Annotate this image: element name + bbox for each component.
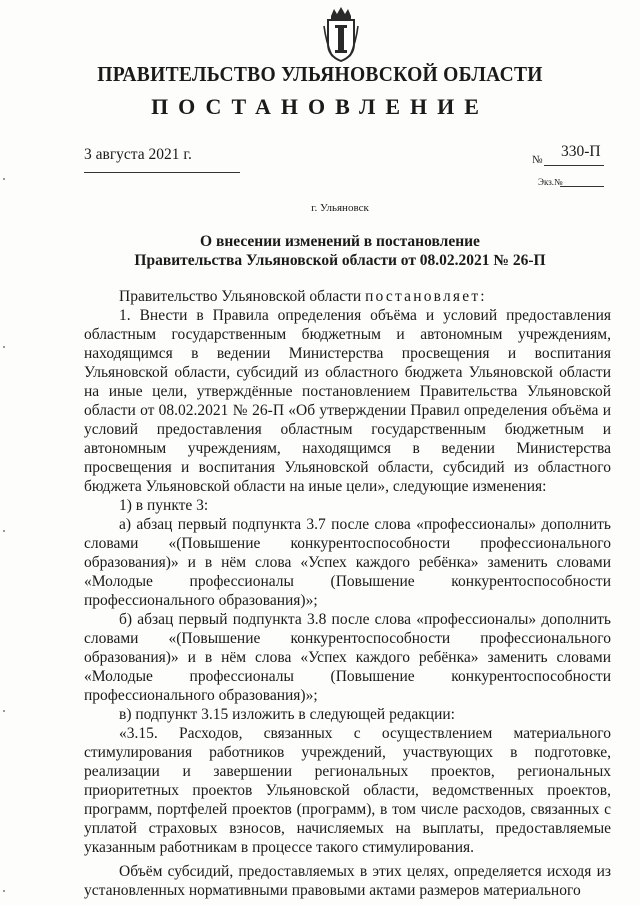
scan-dot <box>3 346 5 348</box>
document-date: 3 августа 2021 г. <box>84 146 192 163</box>
number-underline <box>544 165 604 166</box>
intro-decree-word: постановляет: <box>365 288 487 305</box>
scan-dot <box>3 890 5 892</box>
paragraph-2: 1) в пункте 3: <box>119 497 209 514</box>
paragraph-6: «3.15. Расходов, связанных с осуществлением материального стимулирования работников учреждений, участвующих в подготовке, реализации и завершении региональных проектов, региональных приоритетных проектов Ульяновской области, ведомственных проектов, программ, портфелей проектов (программ), в том числе расходов, связанных с уплатой страховых взносов, начисляемых на выплаты, предоставляемые указанным работникам в процессе такого стимулирования. <box>84 725 611 856</box>
intro-text: Правительство Ульяновской области <box>119 288 366 305</box>
title-line-2: Правительства Ульяновской области от 08.02.2021 № 26-П <box>134 252 546 269</box>
document-title <box>0 232 640 270</box>
paragraph-4: б) абзац первый подпункта 3.8 после слова «профессионалы» дополнить словами «(Повышение конкурентоспособности профессионального образования)» и в нём слова «Успех каждого ребёнка» заменить словами «Молодые профессионалы (Повышение конкурентоспособности профессионального образования)»; <box>84 611 611 704</box>
paragraph-5: в) подпункт 3.15 изложить в следующей редакции: <box>119 706 455 723</box>
document-type: ПОСТАНОВЛЕНИЕ <box>151 94 489 119</box>
paragraph-1: 1. Внести в Правила определения объёма и условий предоставления областным государственным бюджетным и автономным учреждениям, находящимся в ведении Министерства просвещения и воспитания Ульяновской области, субсидий из областного бюджета Ульяновской области на иные цели, утверждённые постановлением Правительства Ульяновской области от 08.02.2021 № 26-П «Об утверждении Правил определения объёма и условий предоставления областным государственным бюджетным и автономным учреждениям, находящимся в ведении Министерства просвещения и воспитания Ульяновской области, субсидий из областного бюджета Ульяновской области на иные цели», следующие изменения: <box>84 307 611 495</box>
city-label: г. Ульяновск <box>311 202 369 214</box>
paragraph-3: а) абзац первый подпункта 3.7 после слова «профессионалы» дополнить словами «(Повышение конкурентоспособности профессионального образования)» и в нём слова «Успех каждого ребёнка» заменить словами «Молодые профессионалы (Повышение конкурентоспособности профессионального образования)»; <box>84 516 611 609</box>
date-underline <box>84 172 240 173</box>
number-label: № <box>532 154 543 166</box>
document-body <box>84 287 611 900</box>
scan-dot <box>3 178 5 180</box>
intro-paragraph <box>84 287 611 306</box>
scan-dot <box>3 710 5 712</box>
document-number: 330-П <box>561 143 601 160</box>
copy-label: Экз.№ <box>538 177 563 187</box>
coat-of-arms-emblem <box>322 6 360 64</box>
paragraph-7: Объём субсидий, предоставляемых в этих целях, определяется исходя из установленных нормативными правовыми актами размеров материального <box>84 863 611 899</box>
scan-dot <box>3 530 5 532</box>
title-line-1: О внесении изменений в постановление <box>200 233 480 250</box>
copy-underline <box>560 186 604 187</box>
organization-title: ПРАВИТЕЛЬСТВО УЛЬЯНОВСКОЙ ОБЛАСТИ <box>97 62 543 86</box>
